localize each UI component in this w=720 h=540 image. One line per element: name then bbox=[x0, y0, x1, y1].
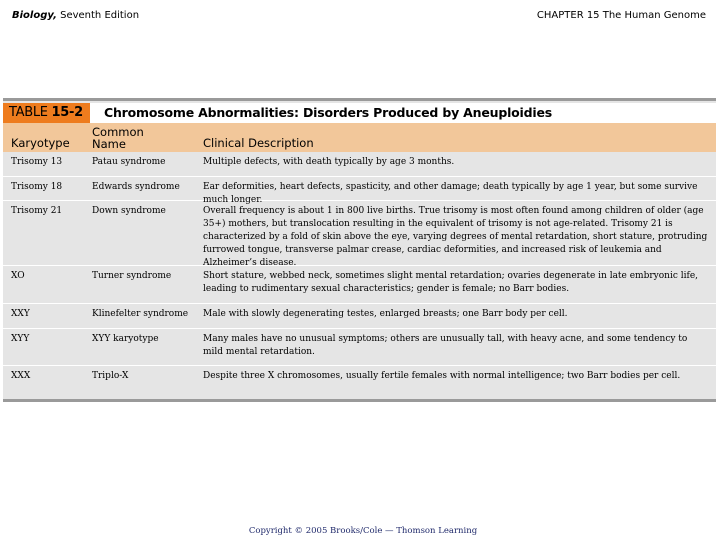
copyright-footer: Copyright © 2005 Brooks/Cole — Thomson Learning bbox=[248, 526, 478, 536]
clinical-description-cell: Multiple defects, with death typically by age 3 months. bbox=[203, 157, 455, 167]
book-title: Biology, bbox=[12, 10, 57, 21]
common-name-cell: Patau syndrome bbox=[92, 157, 166, 167]
column-header-common-name-line1: Common bbox=[92, 125, 144, 139]
column-header-common-name-line2: Name bbox=[92, 137, 126, 151]
clinical-description-cell: Short stature, webbed neck, sometimes slight mental retardation; ovaries degenerate in late embryonic life, leading to rudimentary sexual characteristics; gender is female; no Barr bodies. bbox=[203, 271, 699, 294]
karyotype-cell: XXX bbox=[11, 371, 31, 381]
common-name-cell: Klinefelter syndrome bbox=[92, 309, 189, 319]
table-row bbox=[3, 177, 716, 205]
table-number: 15-2 bbox=[51, 105, 83, 120]
clinical-description-cell: Despite three X chromosomes, usually fertile females with normal intelligence; two Barr bodies per cell. bbox=[203, 371, 681, 381]
common-name-cell: Edwards syndrome bbox=[92, 182, 180, 192]
karyotype-cell: XO bbox=[11, 271, 25, 281]
table-title-bar bbox=[3, 103, 716, 123]
table-title: Chromosome Abnormalities: Disorders Produced by Aneuploidies bbox=[104, 105, 552, 120]
common-name-cell: Triplo-X bbox=[92, 371, 129, 381]
karyotype-cell: XXY bbox=[11, 309, 30, 319]
column-header-clinical-description: Clinical Description bbox=[203, 136, 314, 150]
chapter-header: CHAPTER 15 The Human Genome bbox=[536, 10, 706, 21]
clinical-description-cell: Ear deformities, heart defects, spasticity, and other damage; death typically by age 1 year, but some survive much longer. bbox=[203, 182, 698, 205]
aneuploidy-table bbox=[3, 98, 716, 402]
table-row bbox=[3, 152, 716, 177]
common-name-cell: XYY karyotype bbox=[92, 334, 159, 344]
book-edition: Seventh Edition bbox=[56, 10, 140, 21]
column-header-karyotype: Karyotype bbox=[11, 136, 70, 150]
table-row bbox=[3, 366, 716, 400]
table-row bbox=[3, 329, 716, 366]
karyotype-cell: Trisomy 13 bbox=[11, 157, 63, 167]
clinical-description-cell: Male with slowly degenerating testes, enlarged breasts; one Barr body per cell. bbox=[203, 309, 568, 319]
table-label bbox=[3, 103, 90, 123]
table-row bbox=[3, 201, 716, 266]
common-name-cell: Down syndrome bbox=[92, 206, 166, 216]
common-name-cell: Turner syndrome bbox=[92, 271, 172, 281]
karyotype-cell: Trisomy 21 bbox=[11, 206, 63, 216]
table-label-prefix: TABLE bbox=[9, 105, 52, 120]
book-header bbox=[12, 10, 139, 21]
karyotype-cell: Trisomy 18 bbox=[11, 182, 63, 192]
clinical-description-cell: Overall frequency is about 1 in 800 live births. True trisomy is most often found among children of older (age 35+) mothers, but translocation resulting in the equivalent of trisomy is not age-related. Trisomy 21 is characterized by a fold of skin above the eye, varying degrees of mental retardation, short stature, protruding furrowed tongue, transverse palmar crease, cardiac deformities, and increased risk of leukemia and Alzheimer’s disease. bbox=[203, 206, 708, 268]
karyotype-cell: XYY bbox=[11, 334, 30, 344]
clinical-description-cell: Many males have no unusual symptoms; others are unusually tall, with heavy acne, and some tendency to mild mental retardation. bbox=[203, 334, 688, 357]
table-row bbox=[3, 266, 716, 304]
column-header-row bbox=[3, 123, 716, 152]
table-row bbox=[3, 304, 716, 329]
